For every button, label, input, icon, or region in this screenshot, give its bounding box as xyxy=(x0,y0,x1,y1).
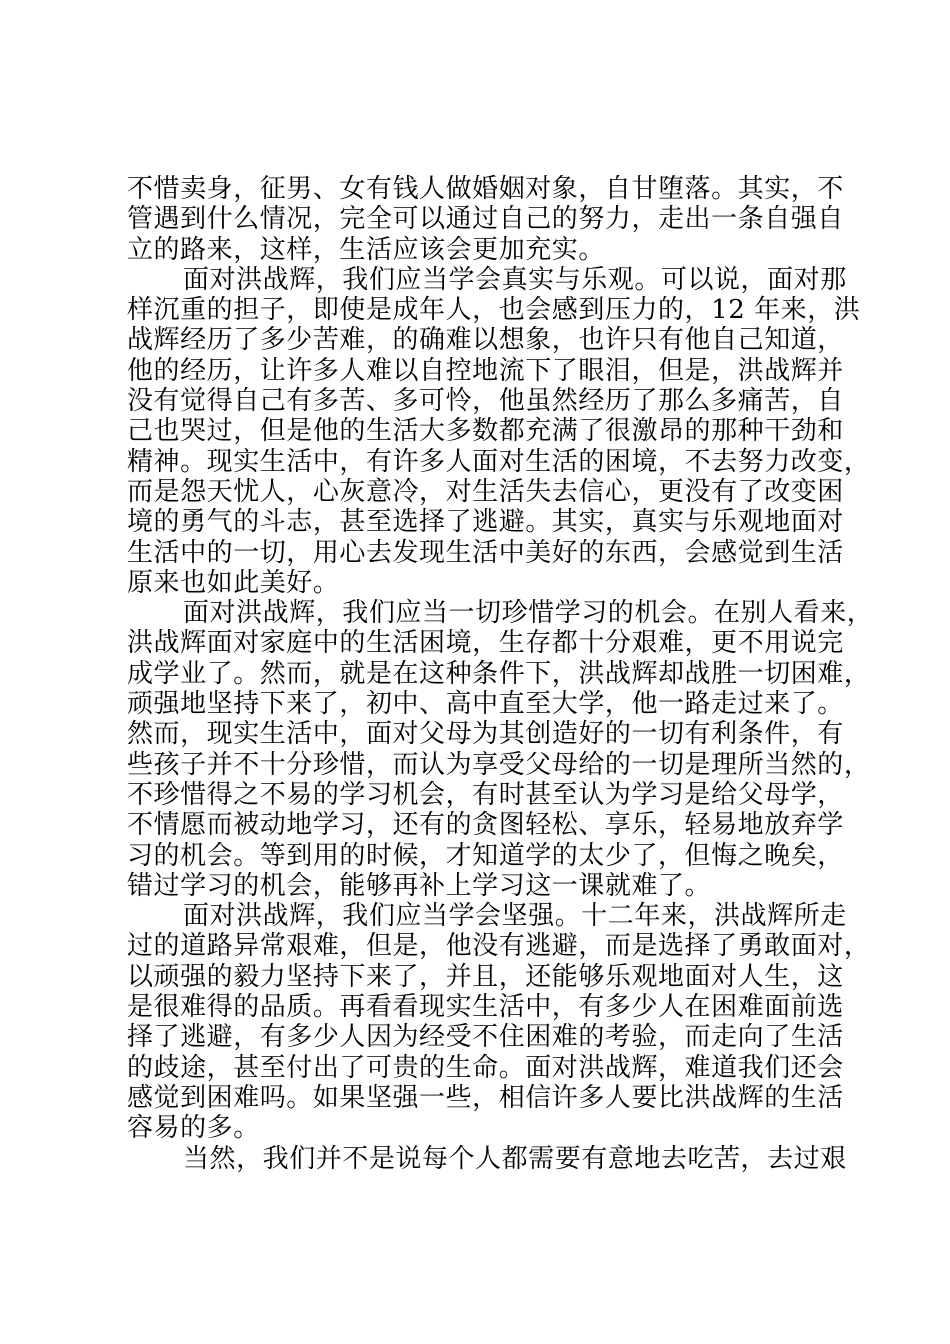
text-line: 精神。现实生活中，有许多人面对生活的困境，不去努力改变， xyxy=(127,446,871,477)
text-line: 的歧途，甚至付出了可贵的生命。面对洪战辉，难道我们还会 xyxy=(127,1052,844,1083)
text-line: 没有觉得自己有多苦、多可怜，他虽然经历了那么多痛苦，自 xyxy=(127,386,844,417)
text-line: 原来也如此美好。 xyxy=(127,567,340,598)
document-body xyxy=(127,174,874,1174)
text-line: 立的路来，这样，生活应该会更加充实。 xyxy=(127,234,605,265)
text-line: 习的机会。等到用的时候，才知道学的太少了，但悔之晚矣， xyxy=(127,840,844,871)
text-line: 择了逃避，有多少人因为经受不住困难的考验，而走向了生活 xyxy=(127,1022,844,1053)
text-line: 战辉经历了多少苦难，的确难以想象，也许只有他自己知道， xyxy=(127,325,844,356)
text-line: 些孩子并不十分珍惜，而认为享受父母给的一切是理所当然的， xyxy=(127,749,871,780)
text-line: 生活中的一切，用心去发现生活中美好的东西，会感觉到生活 xyxy=(127,537,844,568)
paragraph-first-line: 面对洪战辉，我们应当一切珍惜学习的机会。在别人看来， xyxy=(183,598,874,629)
text-line: 过的道路异常艰难，但是，他没有逃避，而是选择了勇敢面对， xyxy=(127,931,871,962)
text-line: 不惜卖身，征男、女有钱人做婚姻对象，自甘堕落。其实，不 xyxy=(127,174,844,204)
text-line: 以顽强的毅力坚持下来了，并且，还能够乐观地面对人生，这 xyxy=(127,961,844,992)
text-line: 然而，现实生活中，面对父母为其创造好的一切有利条件，有 xyxy=(127,719,844,750)
text-line: 是很难得的品质。再看看现实生活中，有多少人在困难面前选 xyxy=(127,992,844,1023)
text-line: 己也哭过，但是他的生活大多数都充满了很激昂的那种干劲和 xyxy=(127,416,844,447)
text-line: 容易的多。 xyxy=(127,1113,260,1144)
paragraph-first-line: 面对洪战辉，我们应当学会坚强。十二年来，洪战辉所走 xyxy=(183,901,847,932)
text-line: 他的经历，让许多人难以自控地流下了眼泪，但是，洪战辉并 xyxy=(127,355,844,386)
text-line: 而是怨天忧人，心灰意冷，对生活失去信心，更没有了改变困 xyxy=(127,476,844,507)
text-line: 样沉重的担子，即使是成年人，也会感到压力的，12 年来，洪 xyxy=(127,295,861,326)
paragraph-first-line: 面对洪战辉，我们应当学会真实与乐观。可以说，面对那 xyxy=(183,264,847,295)
text-line: 不珍惜得之不易的学习机会，有时甚至认为学习是给父母学， xyxy=(127,779,844,810)
text-line: 不情愿而被动地学习，还有的贪图轻松、享乐，轻易地放弃学 xyxy=(127,810,844,841)
text-line: 境的勇气的斗志，甚至选择了逃避。其实，真实与乐观地面对 xyxy=(127,507,844,538)
paragraph-first-line: 当然，我们并不是说每个人都需要有意地去吃苦，去过艰 xyxy=(183,1143,847,1174)
text-line: 顽强地坚持下来了，初中、高中直至大学，他一路走过来了。 xyxy=(127,689,844,720)
text-line: 感觉到困难吗。如果坚强一些，相信许多人要比洪战辉的生活 xyxy=(127,1082,844,1113)
text-line: 成学业了。然而，就是在这种条件下，洪战辉却战胜一切困难， xyxy=(127,658,871,689)
text-line: 洪战辉面对家庭中的生活困境，生存都十分艰难，更不用说完 xyxy=(127,628,844,659)
text-line: 管遇到什么情况，完全可以通过自己的努力，走出一条自强自 xyxy=(127,204,844,235)
text-line: 错过学习的机会，能够再补上学习这一课就难了。 xyxy=(127,870,712,901)
